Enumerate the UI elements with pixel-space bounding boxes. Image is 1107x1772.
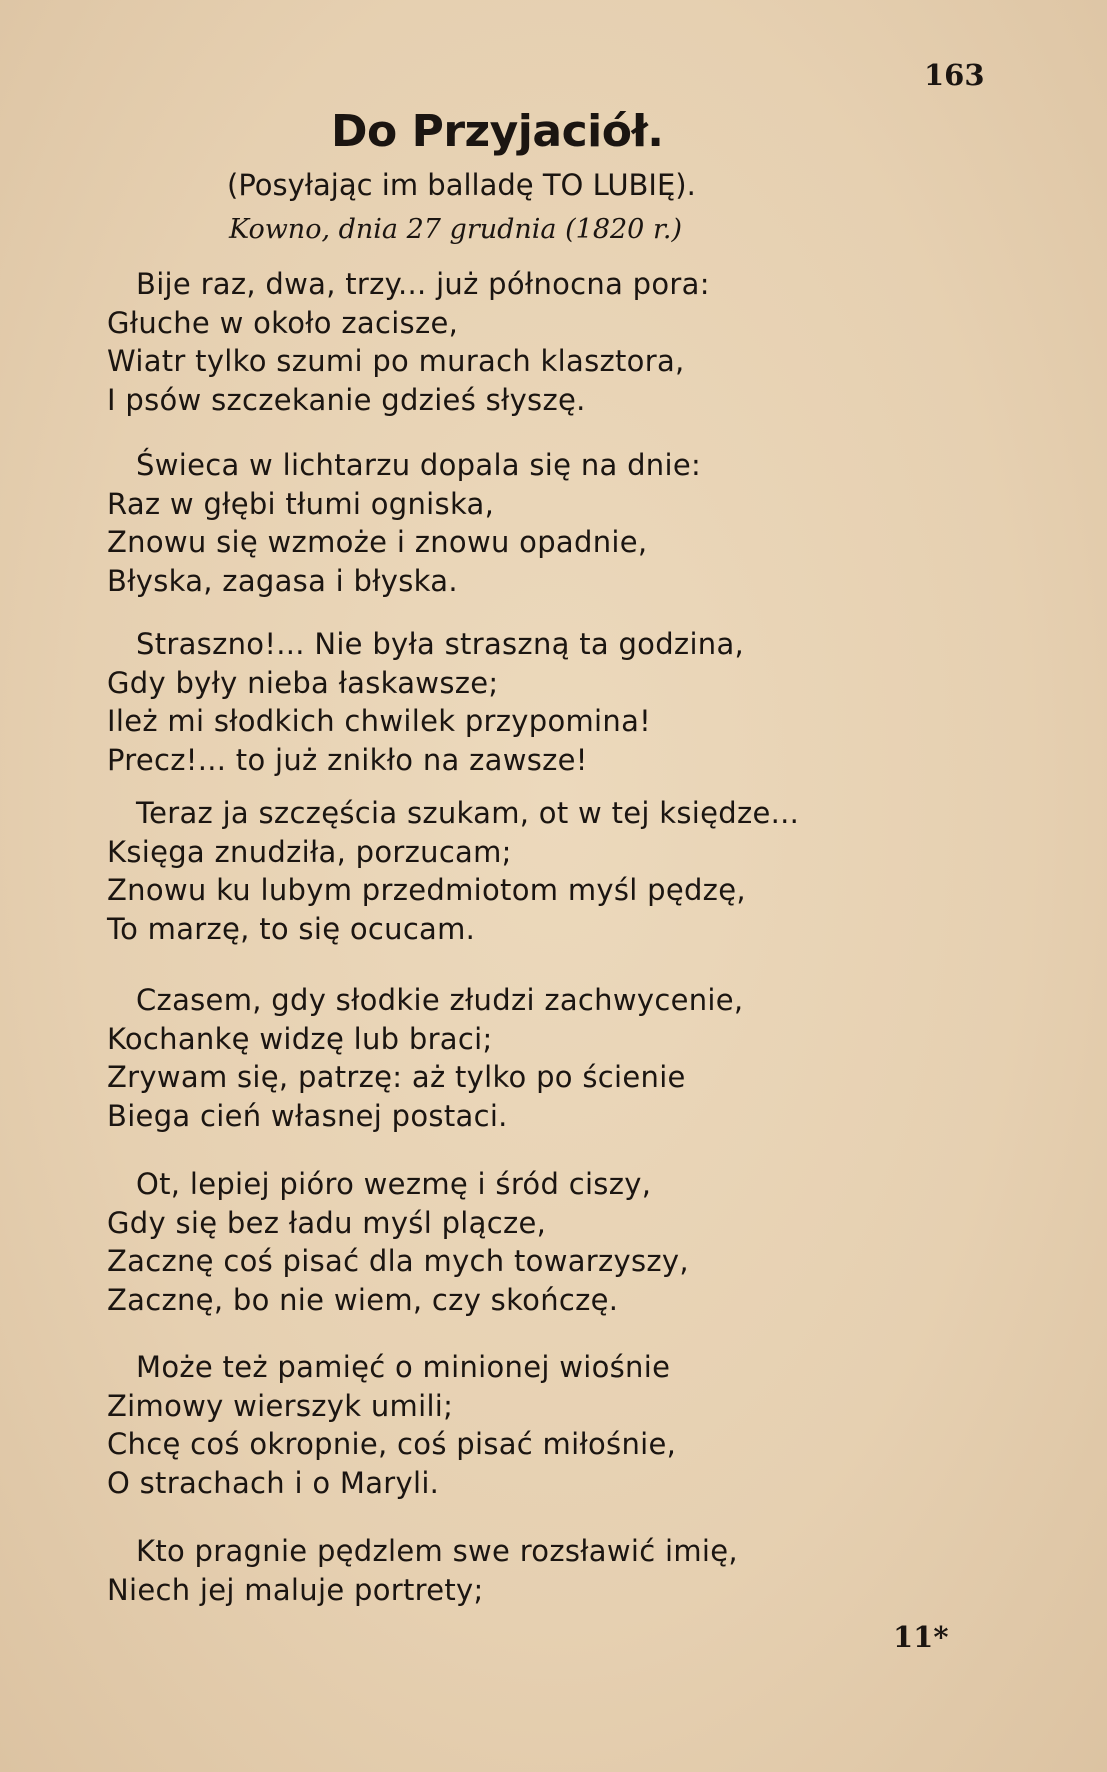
poem-title: Do Przyjaciół. xyxy=(331,106,664,157)
poem-line: Ileż mi słodkich chwilek przypomina! xyxy=(107,704,652,738)
poem-line: Zacznę coś pisać dla mych towarzyszy, xyxy=(107,1244,689,1278)
poem-line: Błyska, zagasa i błyska. xyxy=(107,563,458,598)
poem-line: Księga znudziła, porzucam; xyxy=(107,834,512,869)
poem-line: Precz!... to już znikło na zawsze! xyxy=(107,742,588,777)
poem-line: Biega cień własnej postaci. xyxy=(107,1098,508,1133)
poem-line: Straszno!... Nie była straszną ta godzina, xyxy=(136,627,745,661)
poem-line: Zimowy wierszyk umili; xyxy=(107,1388,454,1423)
poem-dateline: Kowno, dnia 27 grudnia (1820 r.) xyxy=(229,214,683,245)
poem-line: Czasem, gdy słodkie złudzi zachwycenie, xyxy=(136,983,744,1017)
poem-line: O strachach i o Maryli. xyxy=(107,1465,440,1500)
poem-line: Wiatr tylko szumi po murach klasztora, xyxy=(107,344,685,378)
poem-line: Znowu się wzmoże i znowu opadnie, xyxy=(107,525,648,559)
poem-line: Gdy się bez ładu myśl plącze, xyxy=(107,1205,547,1240)
poem-line: Kochankę widzę lub braci; xyxy=(107,1021,493,1056)
signature-mark: 11* xyxy=(893,1620,949,1654)
poem-line: Może też pamięć o minionej wiośnie xyxy=(136,1350,671,1384)
poem-line: Kto pragnie pędzlem swe rozsławić imię, xyxy=(136,1534,738,1568)
poem-line: Zrywam się, patrzę: aż tylko po ścienie xyxy=(107,1060,686,1094)
poem-line: Gdy były nieba łaskawsze; xyxy=(107,665,499,700)
poem-line: Bije raz, dwa, trzy... już północna pora: xyxy=(136,267,710,301)
page-number: 163 xyxy=(924,58,985,92)
poem-line: Raz w głębi tłumi ogniska, xyxy=(107,486,495,521)
poem-line: Znowu ku lubym przedmiotom myśl pędzę, xyxy=(107,873,746,907)
poem-line: Głuche w około zacisze, xyxy=(107,305,459,340)
poem-line: Teraz ja szczęścia szukam, ot w tej księdze... xyxy=(136,796,800,830)
poem-subtitle: (Posyłając im balladę TO LUBIĘ). xyxy=(227,168,696,202)
poem-line: Świeca w lichtarzu dopala się na dnie: xyxy=(136,448,702,482)
poem-line: Ot, lepiej pióro wezmę i śród ciszy, xyxy=(136,1167,652,1201)
poem-line: Niech jej maluje portrety; xyxy=(107,1572,484,1607)
poem-line: To marzę, to się ocucam. xyxy=(107,911,476,946)
poem-line: I psów szczekanie gdzieś słyszę. xyxy=(107,382,586,417)
poem-line: Zacznę, bo nie wiem, czy skończę. xyxy=(107,1282,619,1317)
poem-line: Chcę coś okropnie, coś pisać miłośnie, xyxy=(107,1427,677,1461)
